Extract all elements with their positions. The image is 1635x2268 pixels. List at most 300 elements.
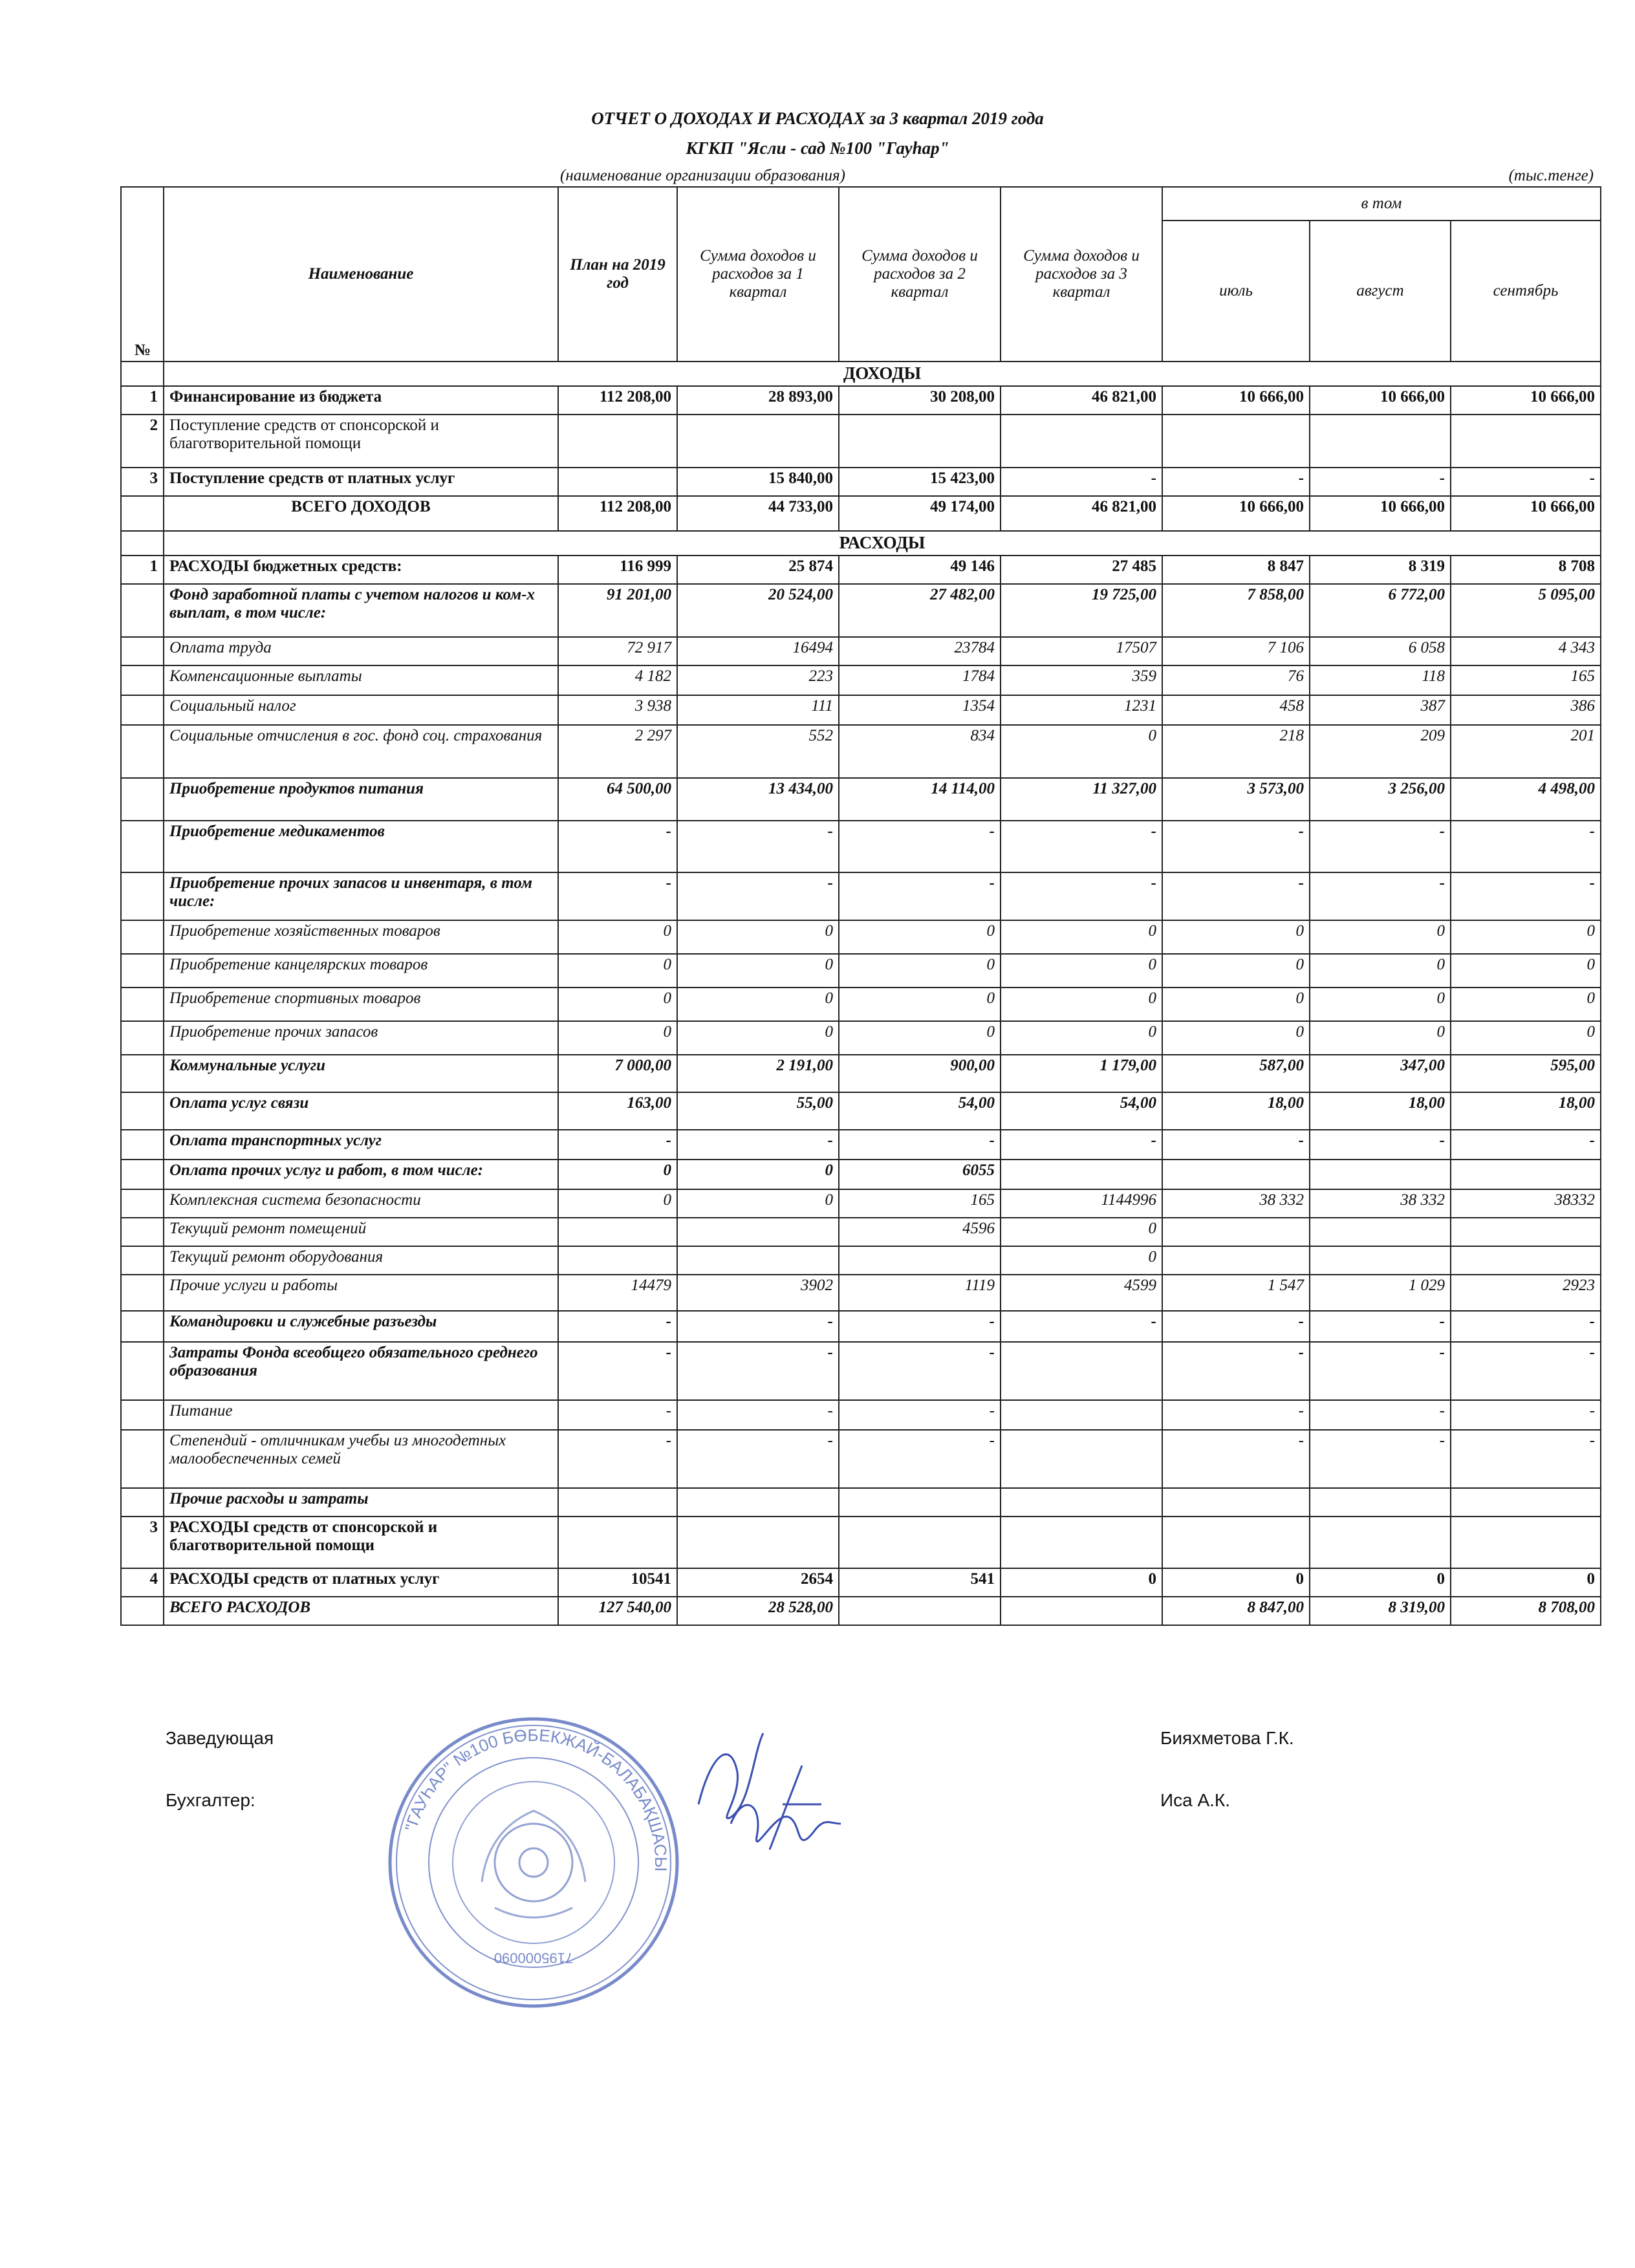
table-row <box>121 1246 1601 1275</box>
cell-value: 72 917 <box>558 637 677 665</box>
table-row <box>121 1130 1601 1160</box>
cell-value: 0 <box>677 988 839 1021</box>
cell-value: 8 708 <box>1451 556 1601 584</box>
cell-value: 595,00 <box>1451 1055 1601 1092</box>
row-name: Приобретение медикаментов <box>164 821 558 872</box>
cell-value: 38 332 <box>1162 1189 1310 1218</box>
cell-value: - <box>839 821 1001 872</box>
cell-value: 10 666,00 <box>1310 386 1451 415</box>
cell-value <box>1451 1246 1601 1275</box>
col-september-header: сентябрь <box>1451 221 1601 362</box>
table-row <box>121 1597 1601 1625</box>
cell-value: 0 <box>558 920 677 954</box>
cell-value <box>1001 1517 1162 1568</box>
cell-value <box>1001 1160 1162 1189</box>
row-name: Командировки и служебные разъезды <box>164 1311 558 1342</box>
cell-value: 0 <box>677 1021 839 1055</box>
cell-value: 218 <box>1162 725 1310 778</box>
cell-value: 6 058 <box>1310 637 1451 665</box>
report-table <box>120 186 1601 1626</box>
cell-value: 28 893,00 <box>677 386 839 415</box>
cell-value: - <box>1310 1400 1451 1430</box>
cell-value: - <box>558 872 677 920</box>
cell-value: - <box>839 1130 1001 1160</box>
cell-value: 0 <box>1310 1568 1451 1597</box>
row-name: Оплата транспортных услуг <box>164 1130 558 1160</box>
table-row <box>121 1160 1601 1189</box>
row-number <box>121 496 164 531</box>
row-number <box>121 1275 164 1311</box>
cell-value: 23784 <box>839 637 1001 665</box>
cell-value: - <box>677 1130 839 1160</box>
section-income: ДОХОДЫ <box>164 362 1601 386</box>
head-name: Бияхметова Г.К. <box>1160 1728 1294 1748</box>
cell-value: 165 <box>839 1189 1001 1218</box>
table-row <box>121 1092 1601 1130</box>
cell-value: 18,00 <box>1310 1092 1451 1130</box>
cell-value: 209 <box>1310 725 1451 778</box>
table-row <box>121 1055 1601 1092</box>
cell-value: 0 <box>1001 920 1162 954</box>
row-number <box>121 1400 164 1430</box>
cell-value: 8 319 <box>1310 556 1451 584</box>
table-row <box>121 415 1601 468</box>
accountant-name: Иса А.К. <box>1160 1790 1231 1810</box>
cell-value: 0 <box>1001 1246 1162 1275</box>
cell-value: 2654 <box>677 1568 839 1597</box>
row-name: Приобретение продуктов питания <box>164 778 558 821</box>
col-name-header: Наименование <box>164 187 558 362</box>
row-name: Затраты Фонда всеобщего обязательного среднего образования <box>164 1342 558 1400</box>
cell-value: 20 524,00 <box>677 584 839 637</box>
row-name: РАСХОДЫ бюджетных средств: <box>164 556 558 584</box>
col-q3-header: Сумма доходов и расходов за 3 квартал <box>1001 187 1162 362</box>
cell-value: 0 <box>839 988 1001 1021</box>
row-number <box>121 1218 164 1246</box>
table-row <box>121 778 1601 821</box>
cell-value: 111 <box>677 695 839 725</box>
cell-value: 14479 <box>558 1275 677 1311</box>
cell-value: 19 725,00 <box>1001 584 1162 637</box>
cell-value: - <box>839 1430 1001 1488</box>
organization-name: КГКП "Ясли - сад №100 "Гауһар" <box>686 138 949 158</box>
cell-value: 91 201,00 <box>558 584 677 637</box>
cell-value <box>1162 1517 1310 1568</box>
cell-value: 900,00 <box>839 1055 1001 1092</box>
col-july-header: июль <box>1162 221 1310 362</box>
cell-value: 8 847 <box>1162 556 1310 584</box>
cell-value <box>1310 1160 1451 1189</box>
cell-value: 0 <box>839 954 1001 988</box>
cell-value <box>1001 1342 1162 1400</box>
col-august-header: август <box>1310 221 1451 362</box>
cell-value: 10 666,00 <box>1162 496 1310 531</box>
cell-value: - <box>677 1311 839 1342</box>
cell-value <box>1451 1218 1601 1246</box>
cell-value: 0 <box>1001 1021 1162 1055</box>
cell-value <box>558 1218 677 1246</box>
row-number <box>121 1189 164 1218</box>
cell-value: - <box>1310 872 1451 920</box>
cell-value: 0 <box>1310 988 1451 1021</box>
row-number: 4 <box>121 1568 164 1597</box>
cell-value: - <box>677 821 839 872</box>
cell-value: 15 423,00 <box>839 468 1001 496</box>
table-row <box>121 1021 1601 1055</box>
cell-value: 46 821,00 <box>1001 386 1162 415</box>
cell-value: 18,00 <box>1162 1092 1310 1130</box>
cell-value: 0 <box>558 1160 677 1189</box>
head-title: Заведующая <box>166 1728 274 1748</box>
cell-value: 38 332 <box>1310 1189 1451 1218</box>
cell-value <box>1001 1488 1162 1517</box>
row-name: Комплексная система безопасности <box>164 1189 558 1218</box>
col-plan-header: План на 2019 год <box>558 187 677 362</box>
cell-value: 112 208,00 <box>558 386 677 415</box>
cell-value: 0 <box>1162 954 1310 988</box>
cell-value: 10 666,00 <box>1162 386 1310 415</box>
cell-value: 165 <box>1451 665 1601 695</box>
col-q1-header: Сумма доходов и расходов за 1 квартал <box>677 187 839 362</box>
cell-value: - <box>1451 1430 1601 1488</box>
cell-value: - <box>1310 1430 1451 1488</box>
cell-value <box>1451 1488 1601 1517</box>
cell-value: 25 874 <box>677 556 839 584</box>
cell-value <box>558 1517 677 1568</box>
table-row <box>121 556 1601 584</box>
table-row <box>121 954 1601 988</box>
cell-value <box>1451 1160 1601 1189</box>
cell-value: 0 <box>1310 954 1451 988</box>
row-name: Поступление средств от платных услуг <box>164 468 558 496</box>
cell-value: 54,00 <box>839 1092 1001 1130</box>
cell-value: - <box>1162 821 1310 872</box>
row-number <box>121 778 164 821</box>
cell-value: 8 319,00 <box>1310 1597 1451 1625</box>
table-row <box>121 1342 1601 1400</box>
cell-value: - <box>1001 1130 1162 1160</box>
cell-value: 0 <box>1451 920 1601 954</box>
cell-value: 541 <box>839 1568 1001 1597</box>
col-group-header: в том <box>1162 187 1601 221</box>
row-name: Прочие расходы и затраты <box>164 1488 558 1517</box>
table-row <box>121 584 1601 637</box>
cell-value: 1 179,00 <box>1001 1055 1162 1092</box>
cell-value: 386 <box>1451 695 1601 725</box>
cell-value: 112 208,00 <box>558 496 677 531</box>
cell-value: - <box>1451 872 1601 920</box>
row-name: Оплата прочих услуг и работ, в том числе: <box>164 1160 558 1189</box>
cell-value: - <box>558 821 677 872</box>
cell-value: 0 <box>677 1160 839 1189</box>
cell-value <box>1310 1517 1451 1568</box>
cell-value: 359 <box>1001 665 1162 695</box>
row-number: 1 <box>121 556 164 584</box>
accountant-title: Бухгалтер: <box>166 1790 255 1810</box>
units-label: (тыс.тенге) <box>1508 167 1594 184</box>
cell-value: 0 <box>1001 1568 1162 1597</box>
cell-value: - <box>1162 1430 1310 1488</box>
cell-value: 14 114,00 <box>839 778 1001 821</box>
cell-value: - <box>839 1311 1001 1342</box>
cell-value: 49 146 <box>839 556 1001 584</box>
row-number: 3 <box>121 468 164 496</box>
row-name: Приобретение хозяйственных товаров <box>164 920 558 954</box>
cell-value: - <box>1451 1400 1601 1430</box>
row-name: РАСХОДЫ средств от спонсорской и благотворительной помощи <box>164 1517 558 1568</box>
cell-value: 27 485 <box>1001 556 1162 584</box>
cell-value: 0 <box>558 954 677 988</box>
table-row <box>121 1400 1601 1430</box>
row-name: Текущий ремонт оборудования <box>164 1246 558 1275</box>
cell-value: - <box>677 1342 839 1400</box>
cell-value: 127 540,00 <box>558 1597 677 1625</box>
cell-value: 458 <box>1162 695 1310 725</box>
cell-value: - <box>558 1430 677 1488</box>
row-number <box>121 1160 164 1189</box>
cell-value: - <box>1451 1130 1601 1160</box>
table-row <box>121 637 1601 665</box>
cell-value: 44 733,00 <box>677 496 839 531</box>
table-row <box>121 468 1601 496</box>
cell-value: - <box>1451 1311 1601 1342</box>
cell-value: 28 528,00 <box>677 1597 839 1625</box>
cell-value <box>1001 1597 1162 1625</box>
table-row <box>121 695 1601 725</box>
cell-value: 347,00 <box>1310 1055 1451 1092</box>
cell-value: 64 500,00 <box>558 778 677 821</box>
cell-value <box>558 415 677 468</box>
cell-value: 0 <box>558 988 677 1021</box>
cell-value: 116 999 <box>558 556 677 584</box>
cell-value: 7 858,00 <box>1162 584 1310 637</box>
cell-value: 834 <box>839 725 1001 778</box>
report-title: ОТЧЕТ О ДОХОДАХ И РАСХОДАХ за 3 квартал 2019 года <box>591 109 1044 128</box>
cell-value: 6055 <box>839 1160 1001 1189</box>
cell-value: 30 208,00 <box>839 386 1001 415</box>
row-number <box>121 1130 164 1160</box>
cell-value: 0 <box>558 1189 677 1218</box>
row-name: Текущий ремонт помещений <box>164 1218 558 1246</box>
cell-value <box>1001 415 1162 468</box>
row-name: Степендий - отличникам учебы из многодетных малообеспеченных семей <box>164 1430 558 1488</box>
cell-value: - <box>558 1342 677 1400</box>
cell-value: 54,00 <box>1001 1092 1162 1130</box>
row-name: Компенсационные выплаты <box>164 665 558 695</box>
row-number <box>121 1311 164 1342</box>
cell-value: 0 <box>1162 1021 1310 1055</box>
signature-mark <box>692 1727 847 1875</box>
cell-value <box>1001 1430 1162 1488</box>
row-name: Приобретение канцелярских товаров <box>164 954 558 988</box>
row-number <box>121 872 164 920</box>
col-q2-header: Сумма доходов и расходов за 2 квартал <box>839 187 1001 362</box>
cell-value: 4 343 <box>1451 637 1601 665</box>
row-name: Приобретение спортивных товаров <box>164 988 558 1021</box>
row-number: 2 <box>121 415 164 468</box>
cell-value: 1784 <box>839 665 1001 695</box>
cell-value: 13 434,00 <box>677 778 839 821</box>
cell-value: 7 106 <box>1162 637 1310 665</box>
cell-value: 0 <box>1001 1218 1162 1246</box>
cell-value: 27 482,00 <box>839 584 1001 637</box>
cell-value: 55,00 <box>677 1092 839 1130</box>
cell-value: 49 174,00 <box>839 496 1001 531</box>
row-name: Поступление средств от спонсорской и благотворительной помощи <box>164 415 558 468</box>
row-name: Оплата услуг связи <box>164 1092 558 1130</box>
cell-value: 16494 <box>677 637 839 665</box>
row-number <box>121 637 164 665</box>
cell-value: 2 297 <box>558 725 677 778</box>
cell-value: 201 <box>1451 725 1601 778</box>
row-number <box>121 725 164 778</box>
row-number <box>121 1092 164 1130</box>
cell-value: - <box>839 872 1001 920</box>
cell-value: - <box>677 1430 839 1488</box>
cell-value: - <box>558 1130 677 1160</box>
table-row <box>121 821 1601 872</box>
cell-value <box>677 1218 839 1246</box>
row-number <box>121 920 164 954</box>
cell-value: 0 <box>839 1021 1001 1055</box>
cell-value: 1119 <box>839 1275 1001 1311</box>
table-row <box>121 920 1601 954</box>
cell-value <box>1310 1488 1451 1517</box>
cell-value: - <box>677 1400 839 1430</box>
cell-value: 3 938 <box>558 695 677 725</box>
cell-value <box>1310 415 1451 468</box>
cell-value: 46 821,00 <box>1001 496 1162 531</box>
row-number <box>121 1246 164 1275</box>
cell-value <box>1310 1218 1451 1246</box>
cell-value <box>1451 1517 1601 1568</box>
row-name: Социальный налог <box>164 695 558 725</box>
table-row <box>121 496 1601 531</box>
row-number <box>121 1488 164 1517</box>
cell-value: - <box>1001 468 1162 496</box>
cell-value: - <box>1451 1342 1601 1400</box>
cell-value: 76 <box>1162 665 1310 695</box>
cell-value: 1144996 <box>1001 1189 1162 1218</box>
row-number <box>121 584 164 637</box>
cell-value: - <box>1310 468 1451 496</box>
cell-value: 1231 <box>1001 695 1162 725</box>
cell-value: - <box>1001 1311 1162 1342</box>
row-name: ВСЕГО РАСХОДОВ <box>164 1597 558 1625</box>
cell-value: 10 666,00 <box>1451 496 1601 531</box>
cell-value <box>839 1597 1001 1625</box>
cell-value: 8 708,00 <box>1451 1597 1601 1625</box>
cell-value <box>558 1246 677 1275</box>
row-name: Финансирование из бюджета <box>164 386 558 415</box>
row-number <box>121 1021 164 1055</box>
cell-value: 223 <box>677 665 839 695</box>
cell-value: 163,00 <box>558 1092 677 1130</box>
cell-value: 0 <box>1451 954 1601 988</box>
row-name: Социальные отчисления в гос. фонд соц. страхования <box>164 725 558 778</box>
cell-value <box>677 1246 839 1275</box>
cell-value: 118 <box>1310 665 1451 695</box>
cell-value: - <box>558 1400 677 1430</box>
organization-caption: (наименование организации образования) <box>560 167 845 184</box>
table-row <box>121 1568 1601 1597</box>
cell-value <box>1001 1400 1162 1430</box>
cell-value: 0 <box>1001 988 1162 1021</box>
cell-value: 4596 <box>839 1218 1001 1246</box>
cell-value <box>1162 1246 1310 1275</box>
cell-value <box>1162 1160 1310 1189</box>
table-row <box>121 386 1601 415</box>
cell-value: 0 <box>1162 988 1310 1021</box>
cell-value: 2923 <box>1451 1275 1601 1311</box>
cell-value <box>1451 415 1601 468</box>
cell-value: 18,00 <box>1451 1092 1601 1130</box>
col-no-header: № <box>121 187 164 362</box>
cell-value: 0 <box>1310 920 1451 954</box>
cell-value: 3902 <box>677 1275 839 1311</box>
cell-value: 4599 <box>1001 1275 1162 1311</box>
cell-value: - <box>1310 1342 1451 1400</box>
cell-value: 8 847,00 <box>1162 1597 1310 1625</box>
cell-value: 10541 <box>558 1568 677 1597</box>
cell-value: 10 666,00 <box>1451 386 1601 415</box>
cell-value <box>677 1488 839 1517</box>
table-row <box>121 1275 1601 1311</box>
table-row <box>121 1311 1601 1342</box>
cell-value: 0 <box>1001 954 1162 988</box>
table-row <box>121 1517 1601 1568</box>
cell-value: 5 095,00 <box>1451 584 1601 637</box>
cell-value: 0 <box>558 1021 677 1055</box>
cell-value: 3 573,00 <box>1162 778 1310 821</box>
table-row <box>121 872 1601 920</box>
cell-value: 0 <box>1451 1021 1601 1055</box>
cell-value: - <box>677 872 839 920</box>
row-name: Приобретение прочих запасов и инвентаря, в том числе: <box>164 872 558 920</box>
cell-value: 387 <box>1310 695 1451 725</box>
cell-value: 1 029 <box>1310 1275 1451 1311</box>
cell-value: - <box>839 1342 1001 1400</box>
cell-value: 15 840,00 <box>677 468 839 496</box>
cell-value <box>558 1488 677 1517</box>
row-number <box>121 1055 164 1092</box>
cell-value: 0 <box>677 920 839 954</box>
svg-text:"ГАУҺАР" №100 БӨБЕКЖАЙ-БАЛАБАҚ <box>401 1725 671 1872</box>
cell-value: 0 <box>1451 1568 1601 1597</box>
cell-value: - <box>1162 1342 1310 1400</box>
cell-value: 0 <box>1310 1021 1451 1055</box>
cell-value: 11 327,00 <box>1001 778 1162 821</box>
cell-value: - <box>1310 1130 1451 1160</box>
cell-value <box>677 1517 839 1568</box>
row-number <box>121 1597 164 1625</box>
cell-value: - <box>839 1400 1001 1430</box>
table-row <box>121 988 1601 1021</box>
row-name: Питание <box>164 1400 558 1430</box>
cell-value: - <box>1001 821 1162 872</box>
seal-code: 7195000090 <box>493 1950 574 1966</box>
table-row <box>121 1218 1601 1246</box>
row-name: Фонд заработной платы с учетом налогов и ком-х выплат, в том числе: <box>164 584 558 637</box>
cell-value: 4 498,00 <box>1451 778 1601 821</box>
row-name: ВСЕГО ДОХОДОВ <box>164 496 558 531</box>
cell-value: 0 <box>1001 725 1162 778</box>
cell-value <box>839 1517 1001 1568</box>
row-number <box>121 988 164 1021</box>
cell-value: 2 191,00 <box>677 1055 839 1092</box>
cell-value: 0 <box>677 954 839 988</box>
cell-value: 4 182 <box>558 665 677 695</box>
